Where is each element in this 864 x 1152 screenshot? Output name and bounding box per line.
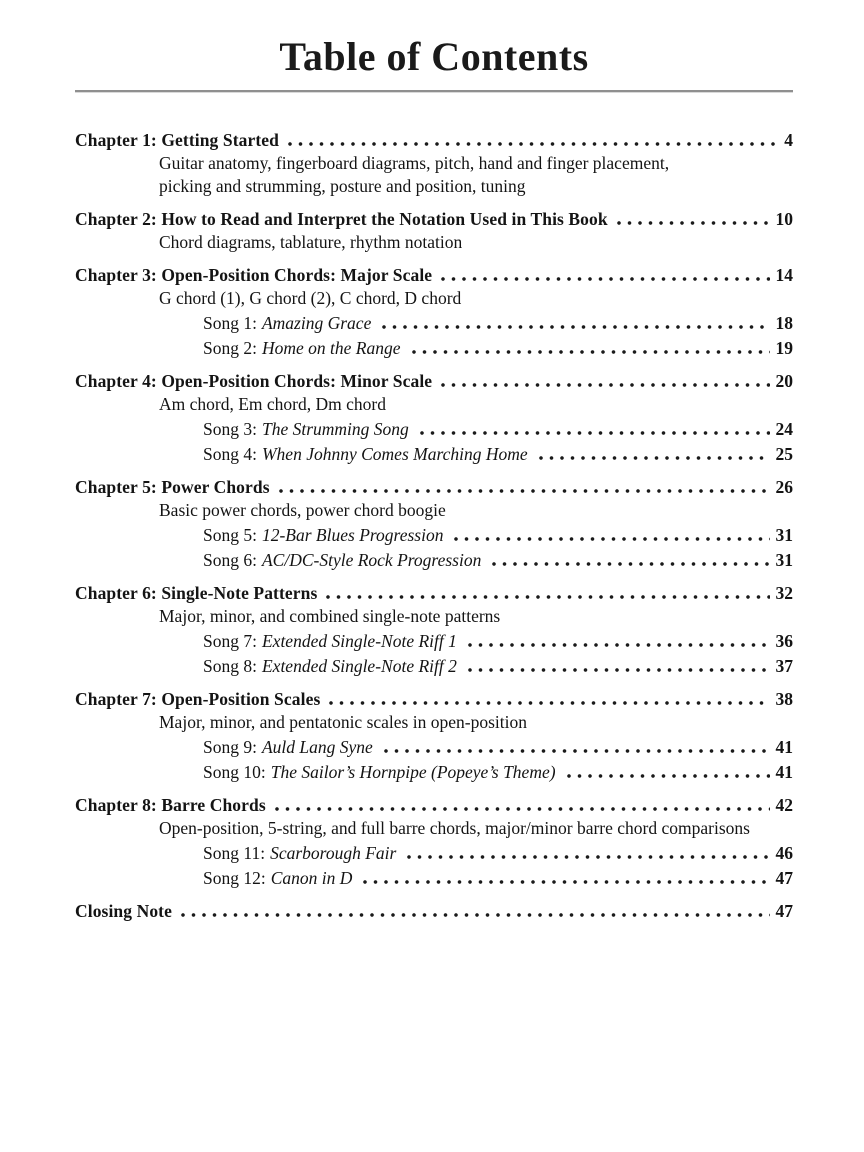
dot-leader xyxy=(441,277,769,281)
song-number-label: Song 12: xyxy=(203,868,266,888)
page-title: Table of Contents xyxy=(279,34,589,79)
song-number-label: Song 7: xyxy=(203,631,257,651)
song-number-label: Song 11: xyxy=(203,843,266,863)
song-number-label: Song 10: xyxy=(203,762,266,782)
song-row xyxy=(75,867,793,890)
dot-leader xyxy=(326,595,769,599)
dot-leader xyxy=(329,701,769,705)
song-row xyxy=(75,337,793,360)
dot-leader xyxy=(382,325,769,329)
chapter-label: Chapter 3: Open-Position Chords: Major Scale xyxy=(75,265,433,285)
song-row xyxy=(75,655,793,678)
song-page-number: 37 xyxy=(775,656,793,676)
dot-leader xyxy=(181,913,770,917)
song-page-number: 41 xyxy=(775,737,793,757)
song-title: Auld Lang Syne xyxy=(261,737,373,757)
dot-leader xyxy=(412,350,770,354)
song-page-number: 36 xyxy=(775,631,793,651)
song-row xyxy=(75,842,793,865)
song-title: 12-Bar Blues Progression xyxy=(261,525,444,545)
chapter-row xyxy=(75,688,793,711)
song-number-label: Song 9: xyxy=(203,737,257,757)
song-page-number: 31 xyxy=(775,525,793,545)
chapter-description-line: Basic power chords, power chord boogie xyxy=(159,500,446,520)
song-title: Extended Single-Note Riff 2 xyxy=(261,656,457,676)
dot-leader xyxy=(420,431,770,435)
dot-leader xyxy=(441,383,769,387)
chapter-row xyxy=(75,900,793,923)
chapter-page-number: 4 xyxy=(784,130,793,150)
table-of-contents xyxy=(75,129,793,923)
chapter-description-line: Major, minor, and pentatonic scales in open-position xyxy=(159,712,527,732)
song-page-number: 41 xyxy=(775,762,793,782)
chapter-page-number: 14 xyxy=(775,265,793,285)
song-row xyxy=(75,630,793,653)
song-row xyxy=(75,312,793,335)
dot-leader xyxy=(567,774,770,778)
chapter-description-line: Major, minor, and combined single-note patterns xyxy=(159,606,501,626)
chapter-page-number: 42 xyxy=(775,795,793,815)
chapter-label: Chapter 5: Power Chords xyxy=(75,477,270,497)
dot-leader xyxy=(275,807,770,811)
chapter-page-number: 26 xyxy=(775,477,793,497)
song-title: AC/DC-Style Rock Progression xyxy=(261,550,482,570)
song-row xyxy=(75,418,793,441)
dot-leader xyxy=(617,221,770,225)
chapter-label: Chapter 2: How to Read and Interpret the Notation Used in This Book xyxy=(75,209,608,229)
chapter-row xyxy=(75,370,793,393)
chapter-row xyxy=(75,794,793,817)
chapter-row xyxy=(75,208,793,231)
toc-entry-chapter-3 xyxy=(75,264,793,360)
song-title: Canon in D xyxy=(270,868,353,888)
song-page-number: 24 xyxy=(775,419,793,439)
chapter-label: Chapter 7: Open-Position Scales xyxy=(75,689,321,709)
song-page-number: 19 xyxy=(775,338,793,358)
chapter-page-number: 32 xyxy=(775,583,793,603)
song-number-label: Song 3: xyxy=(203,419,257,439)
song-number-label: Song 5: xyxy=(203,525,257,545)
song-row xyxy=(75,736,793,759)
song-title: Amazing Grace xyxy=(261,313,372,333)
dot-leader xyxy=(468,668,770,672)
dot-leader xyxy=(279,489,770,493)
toc-entry-chapter-2 xyxy=(75,208,793,254)
song-page-number: 18 xyxy=(775,313,793,333)
chapter-row xyxy=(75,264,793,287)
chapter-page-number: 10 xyxy=(775,209,793,229)
dot-leader xyxy=(407,855,769,859)
chapter-description-line: picking and strumming, posture and position, tuning xyxy=(159,176,526,196)
song-row xyxy=(75,443,793,466)
song-number-label: Song 6: xyxy=(203,550,257,570)
dot-leader xyxy=(468,643,770,647)
toc-entry-chapter-4 xyxy=(75,370,793,466)
song-page-number: 46 xyxy=(775,843,793,863)
chapter-page-number: 47 xyxy=(775,901,793,921)
chapter-label: Chapter 1: Getting Started xyxy=(75,130,279,150)
chapter-description-line: G chord (1), G chord (2), C chord, D chord xyxy=(159,288,462,308)
toc-entry-chapter-7 xyxy=(75,688,793,784)
chapter-row xyxy=(75,129,793,152)
song-number-label: Song 2: xyxy=(203,338,257,358)
song-row xyxy=(75,524,793,547)
toc-entry-chapter-6 xyxy=(75,582,793,678)
toc-entry-chapter-1 xyxy=(75,129,793,198)
chapter-page-number: 20 xyxy=(775,371,793,391)
song-page-number: 47 xyxy=(775,868,793,888)
dot-leader xyxy=(288,142,778,146)
song-page-number: 25 xyxy=(775,444,793,464)
chapter-page-number: 38 xyxy=(775,689,793,709)
song-row xyxy=(75,761,793,784)
song-title: The Sailor’s Hornpipe (Popeye’s Theme) xyxy=(270,762,556,782)
song-title: Extended Single-Note Riff 1 xyxy=(261,631,457,651)
song-number-label: Song 4: xyxy=(203,444,257,464)
toc-entry-chapter-5 xyxy=(75,476,793,572)
dot-leader xyxy=(539,456,770,460)
chapter-label: Chapter 8: Barre Chords xyxy=(75,795,266,815)
song-title: Scarborough Fair xyxy=(270,843,397,863)
chapter-label: Chapter 4: Open-Position Chords: Minor Scale xyxy=(75,371,433,391)
song-row xyxy=(75,549,793,572)
toc-entry-chapter-8 xyxy=(75,794,793,890)
song-number-label: Song 8: xyxy=(203,656,257,676)
chapter-description-line: Open-position, 5-string, and full barre chords, major/minor barre chord comparisons xyxy=(159,818,750,838)
chapter-description-line: Am chord, Em chord, Dm chord xyxy=(159,394,386,414)
dot-leader xyxy=(363,880,769,884)
song-title: The Strumming Song xyxy=(261,419,409,439)
dot-leader xyxy=(454,537,769,541)
song-number-label: Song 1: xyxy=(203,313,257,333)
toc-entry-closing-note xyxy=(75,900,793,923)
dot-leader xyxy=(492,562,769,566)
chapter-label: Chapter 6: Single-Note Patterns xyxy=(75,583,318,603)
chapter-row xyxy=(75,476,793,499)
song-title: When Johnny Comes Marching Home xyxy=(261,444,528,464)
dot-leader xyxy=(384,749,770,753)
chapter-description-line: Chord diagrams, tablature, rhythm notation xyxy=(159,232,463,252)
title-rule xyxy=(75,90,793,93)
chapter-description-line: Guitar anatomy, fingerboard diagrams, pitch, hand and finger placement, xyxy=(159,153,670,173)
song-page-number: 31 xyxy=(775,550,793,570)
chapter-label: Closing Note xyxy=(75,901,172,921)
chapter-row xyxy=(75,582,793,605)
song-title: Home on the Range xyxy=(261,338,401,358)
